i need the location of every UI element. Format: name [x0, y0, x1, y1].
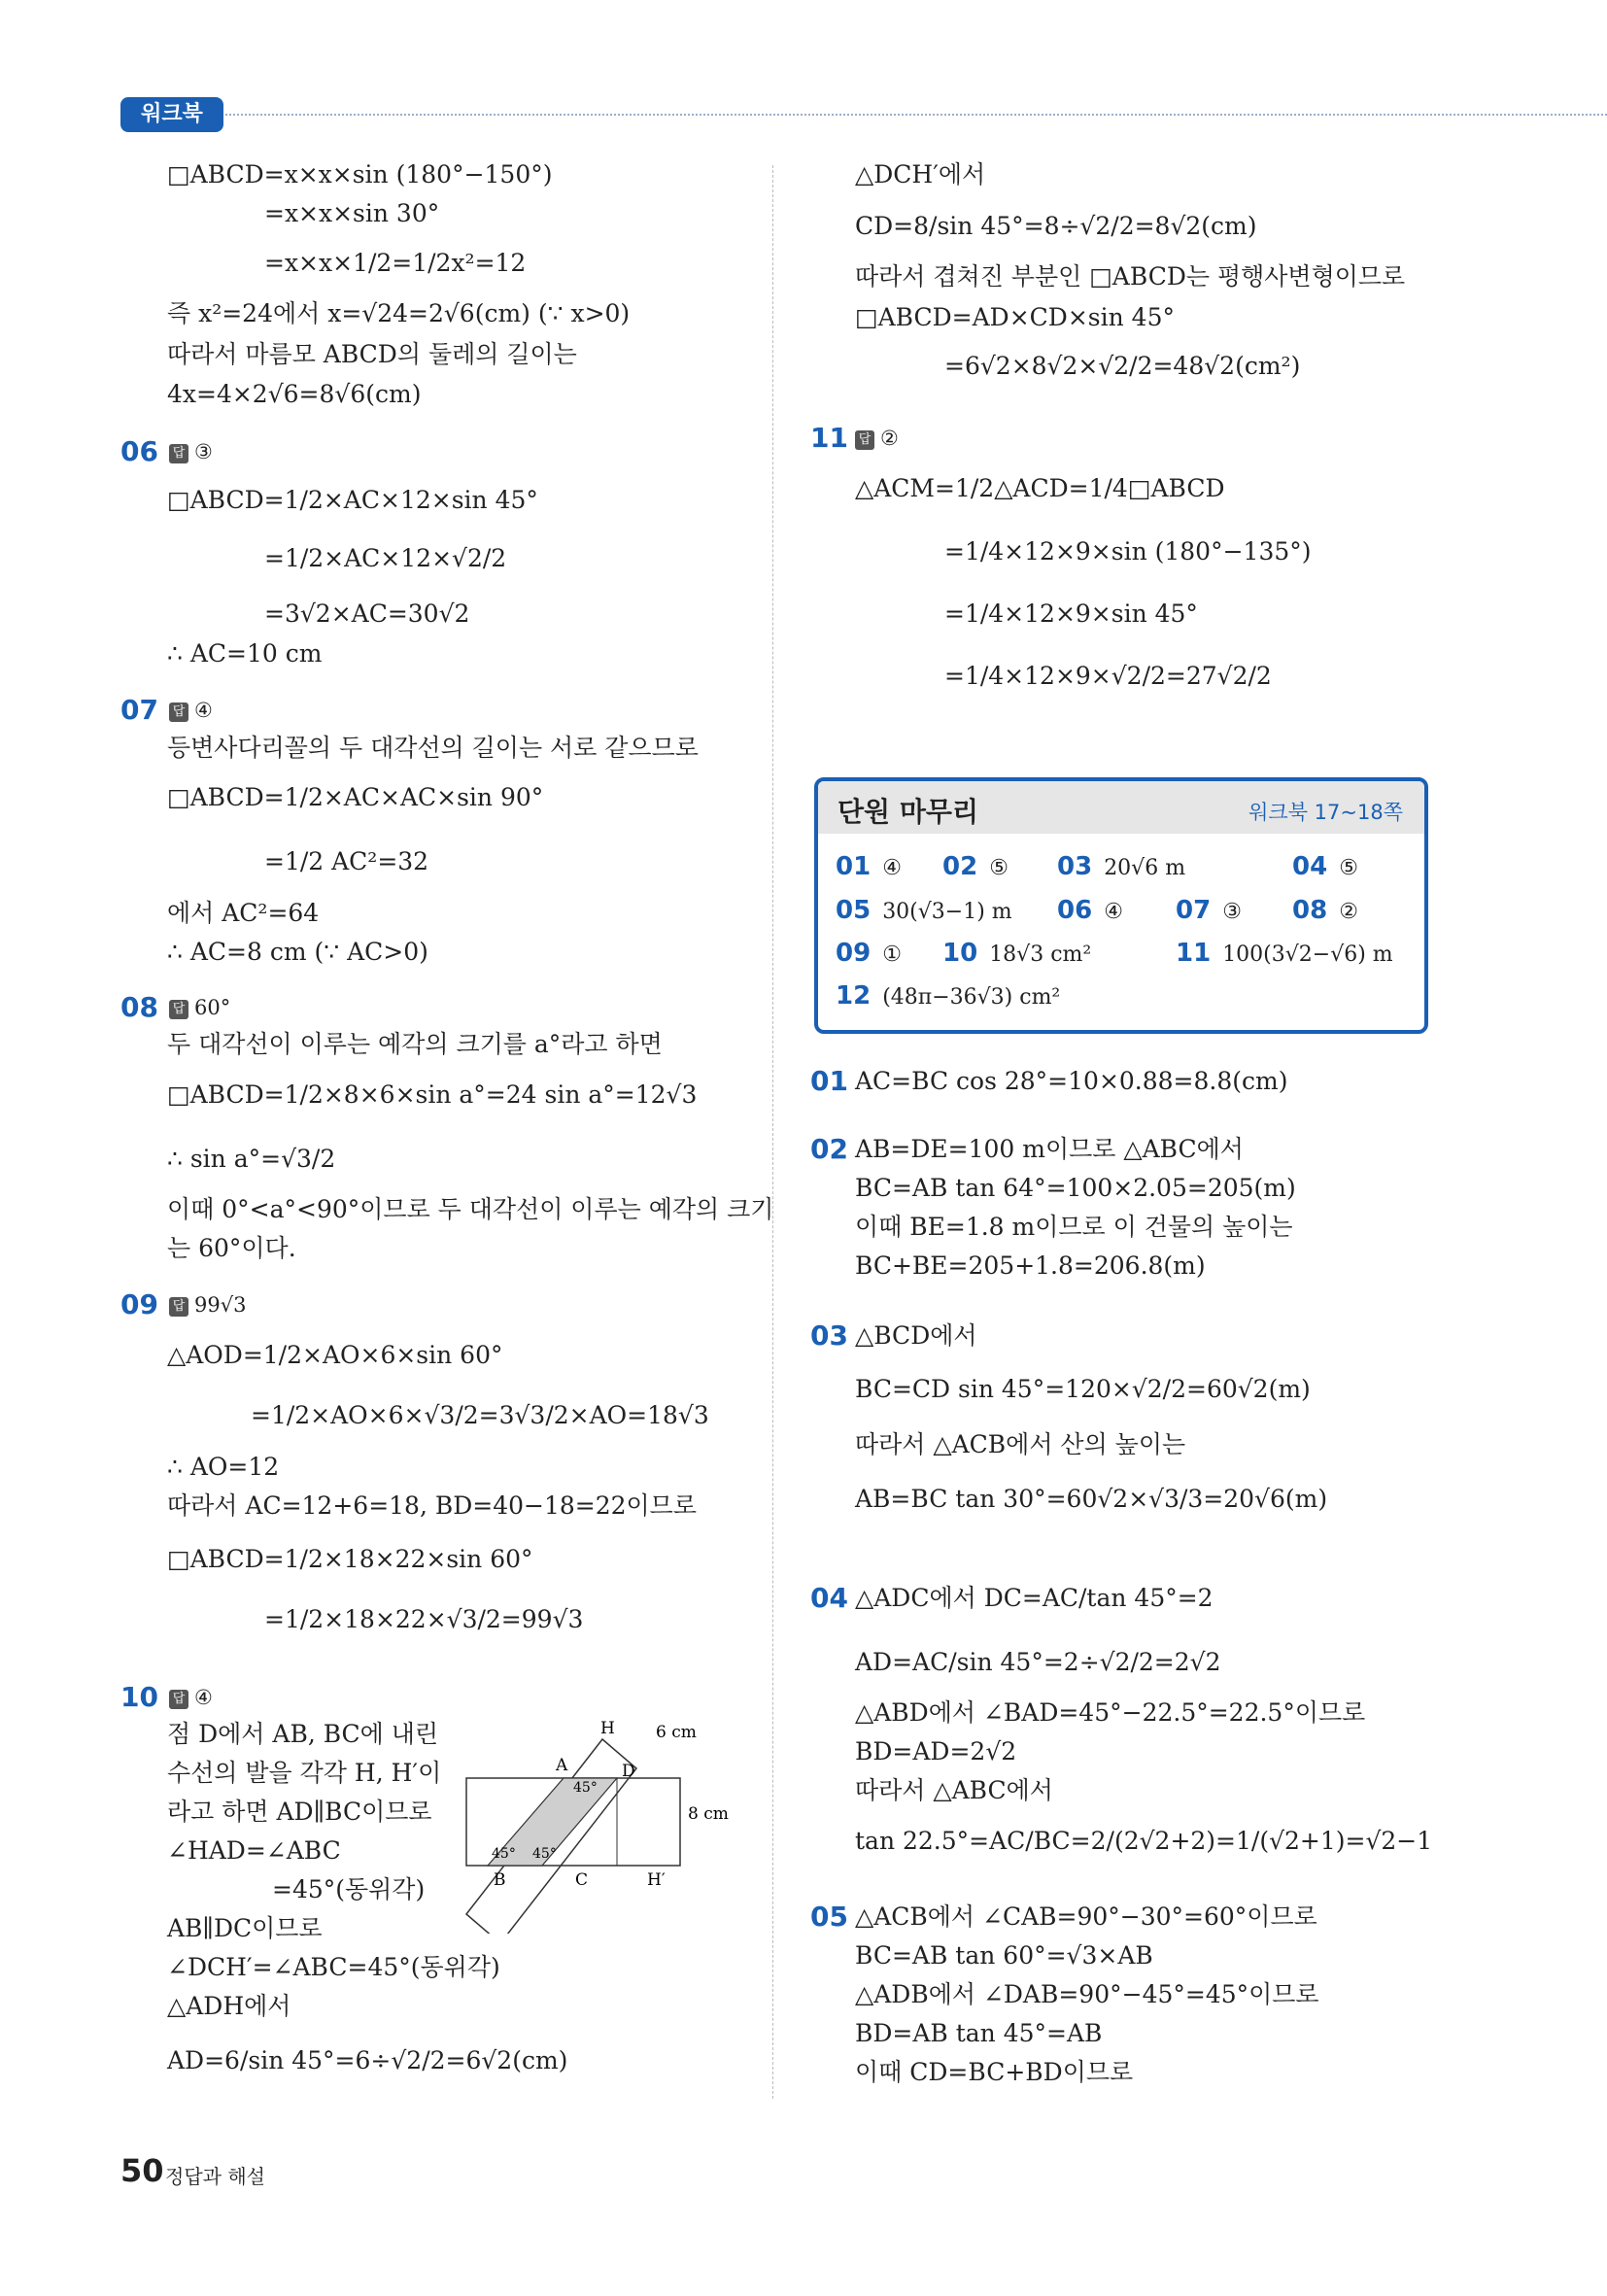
text-line: 따라서 AC=12+6=18, BD=40−18=22이므로: [167, 1491, 697, 1520]
text-line: 이때 BE=1.8 m이므로 이 건물의 높이는: [855, 1213, 1293, 1241]
text-line: 등변사다리꼴의 두 대각선의 길이는 서로 같으므로: [167, 734, 699, 762]
answer-marker: 답 60°: [169, 993, 230, 1022]
page-label: 정답과 해설: [165, 2165, 265, 2188]
text-line: 수선의 발을 각각 H, H′이: [167, 1759, 442, 1787]
text-line: 이때 CD=BC+BD이므로: [855, 2058, 1134, 2086]
answer-badge-icon: 답: [169, 1000, 188, 1019]
text-line: =1/4×12×9×sin (180°−135°): [944, 537, 1312, 565]
text-line: 두 대각선이 이루는 예각의 크기를 a°라고 하면: [167, 1030, 663, 1058]
text-line: =3√2×AC=30√2: [264, 600, 470, 628]
problem-number: 04: [810, 1582, 848, 1614]
review-item: 09 ①: [836, 939, 902, 968]
text-line: AB∥DC이므로: [167, 1914, 323, 1942]
answer-badge-icon: 답: [169, 703, 188, 722]
text-line: △ADH에서: [167, 1992, 291, 2020]
problem-number: 07: [120, 694, 158, 726]
label-angle-B: 45°: [492, 1846, 516, 1862]
page-number: 50: [120, 2152, 164, 2189]
text-line: ∴ AC=10 cm: [167, 639, 323, 668]
text-line: △DCH′에서: [855, 160, 986, 188]
text-line: □ABCD=x×x×sin (180°−150°): [167, 160, 553, 188]
text-line: △BCD에서: [855, 1321, 977, 1350]
text-line: BC=CD sin 45°=120×√2/2=60√2(m): [855, 1375, 1311, 1403]
review-item: 03 20√6 m: [1057, 852, 1186, 881]
label-C: C: [575, 1870, 589, 1890]
answer-marker: 답 ②: [855, 424, 899, 453]
text-line: BD=AB tan 45°=AB: [855, 2019, 1103, 2047]
text-line: △ADC에서 DC=AC/tan 45°=2: [855, 1584, 1214, 1612]
review-item: 06 ④: [1057, 896, 1123, 925]
text-line: =1/2 AC²=32: [264, 847, 429, 875]
text-line: 따라서 △ABC에서: [855, 1776, 1053, 1804]
text-line: △ACB에서 ∠CAB=90°−30°=60°이므로: [855, 1902, 1317, 1931]
text-line: =1/2×18×22×√3/2=99√3: [264, 1605, 584, 1633]
answer-badge-icon: 답: [169, 1297, 188, 1317]
answer-marker: 답 ④: [169, 1683, 213, 1712]
text-line: □ABCD=1/2×AC×AC×sin 90°: [167, 783, 544, 811]
answer-badge-icon: 답: [169, 444, 188, 463]
text-line: ∴ AC=8 cm (∵ AC>0): [167, 938, 428, 966]
text-line: BC=AB tan 64°=100×2.05=205(m): [855, 1174, 1296, 1202]
text-line: =x×x×sin 30°: [264, 199, 440, 227]
text-line: △ACM=1/2△ACD=1/4□ABCD: [855, 474, 1225, 502]
text-line: CD=8/sin 45°=8÷√2/2=8√2(cm): [855, 212, 1257, 240]
text-line: ∠DCH′=∠ABC=45°(동위각): [167, 1953, 500, 1981]
text-line: 따라서 겹쳐진 부분인 □ABCD는 평행사변형이므로: [855, 262, 1406, 291]
text-line: tan 22.5°=AC/BC=2/(2√2+2)=1/(√2+1)=√2−1: [855, 1827, 1433, 1855]
text-line: 점 D에서 AB, BC에 내린: [167, 1720, 439, 1748]
problem-number: 05: [810, 1901, 848, 1933]
label-H-prime: H′: [647, 1870, 666, 1890]
text-line: △ADB에서 ∠DAB=90°−45°=45°이므로: [855, 1980, 1319, 2008]
label-A: A: [556, 1756, 568, 1775]
review-item: 11 100(3√2−√6) m: [1176, 939, 1393, 968]
problem-number: 10: [120, 1681, 158, 1713]
answer-marker: 답 ④: [169, 696, 213, 725]
review-item: 08 ②: [1292, 896, 1358, 925]
problem-number: 09: [120, 1288, 158, 1320]
text-line: 4x=4×2√6=8√6(cm): [167, 380, 422, 408]
problem-number: 03: [810, 1319, 848, 1352]
label-D: D: [622, 1762, 635, 1781]
answer-badge-icon: 답: [169, 1690, 188, 1709]
review-item: 12 (48π−36√3) cm²: [836, 981, 1061, 1011]
text-line: BD=AD=2√2: [855, 1737, 1017, 1765]
problem-number: 08: [120, 991, 158, 1023]
label-angle-C: 45°: [532, 1846, 557, 1862]
answer-marker: 답 ③: [169, 437, 213, 466]
text-line: 즉 x²=24에서 x=√24=2√6(cm) (∵ x>0): [167, 299, 631, 327]
problem-number: 02: [810, 1133, 848, 1165]
label-8cm: 8 cm: [688, 1804, 729, 1824]
text-line: AD=AC/sin 45°=2÷√2/2=2√2: [855, 1648, 1221, 1676]
review-item: 10 18√3 cm²: [942, 939, 1092, 968]
text-line: 이때 0°<a°<90°이므로 두 대각선이 이루는 예각의 크기: [167, 1195, 774, 1223]
text-line: =x×x×1/2=1/2x²=12: [264, 249, 527, 277]
text-line: =6√2×8√2×√2/2=48√2(cm²): [944, 352, 1301, 380]
text-line: ∴ sin a°=√3/2: [167, 1145, 336, 1173]
label-H: H: [600, 1719, 615, 1738]
review-item: 07 ③: [1176, 896, 1242, 925]
problem-number: 11: [810, 422, 848, 454]
text-line: 는 60°이다.: [167, 1234, 296, 1262]
text-line: =45°(동위각): [272, 1875, 426, 1903]
text-line: AD=6/sin 45°=6÷√2/2=6√2(cm): [167, 2046, 568, 2074]
label-B: B: [494, 1870, 506, 1890]
text-line: BC+BE=205+1.8=206.8(m): [855, 1251, 1206, 1280]
text-line: BC=AB tan 60°=√3×AB: [855, 1941, 1153, 1970]
problem-number: 01: [810, 1065, 848, 1097]
text-line: =1/4×12×9×sin 45°: [944, 600, 1198, 628]
review-item: 01 ④: [836, 852, 902, 881]
text-line: 에서 AC²=64: [167, 899, 320, 927]
review-item: 02 ⑤: [942, 852, 1009, 881]
overlap-figure: [457, 1710, 748, 1934]
text-line: =1/2×AO×6×√3/2=3√3/2×AO=18√3: [251, 1401, 709, 1429]
text-line: AB=BC tan 30°=60√2×√3/3=20√6(m): [855, 1485, 1328, 1513]
answer-badge-icon: 답: [855, 430, 874, 450]
text-line: □ABCD=1/2×AC×12×sin 45°: [167, 486, 538, 514]
label-angle-A: 45°: [573, 1780, 598, 1796]
text-line: □ABCD=1/2×8×6×sin a°=24 sin a°=12√3: [167, 1080, 698, 1109]
text-line: 따라서 마름모 ABCD의 둘레의 길이는: [167, 340, 577, 368]
text-line: =1/4×12×9×√2/2=27√2/2: [944, 662, 1272, 690]
label-6cm: 6 cm: [656, 1723, 697, 1742]
text-line: □ABCD=1/2×18×22×sin 60°: [167, 1545, 533, 1573]
text-line: △ABD에서 ∠BAD=45°−22.5°=22.5°이므로: [855, 1698, 1366, 1727]
text-line: 라고 하면 AD∥BC이므로: [167, 1798, 432, 1826]
text-line: AC=BC cos 28°=10×0.88=8.8(cm): [855, 1067, 1288, 1095]
text-line: AB=DE=100 m이므로 △ABC에서: [855, 1135, 1244, 1163]
review-box-ref: 워크북 17~18쪽: [1248, 801, 1403, 824]
problem-number: 06: [120, 435, 158, 467]
text-line: □ABCD=AD×CD×sin 45°: [855, 303, 1175, 331]
text-line: △AOD=1/2×AO×6×sin 60°: [167, 1341, 503, 1369]
text-line: ∴ AO=12: [167, 1453, 280, 1481]
header-rule: [225, 114, 1607, 116]
answer-marker: 답 99√3: [169, 1290, 246, 1319]
review-item: 05 30(√3−1) m: [836, 896, 1012, 925]
review-item: 04 ⑤: [1292, 852, 1358, 881]
text-line: 따라서 △ACB에서 산의 높이는: [855, 1430, 1186, 1458]
column-divider: [772, 165, 773, 2099]
workbook-tag: 워크북: [120, 97, 223, 132]
review-box-title: 단원 마무리: [838, 796, 978, 828]
text-line: =1/2×AC×12×√2/2: [264, 544, 507, 572]
text-line: ∠HAD=∠ABC: [167, 1836, 341, 1865]
unit-review-box: [814, 777, 1428, 1034]
